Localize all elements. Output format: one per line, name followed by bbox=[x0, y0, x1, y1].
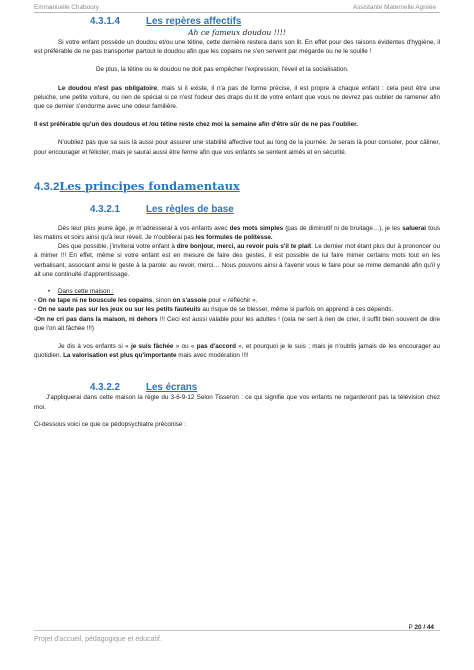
paragraph-preconisations: Ci-dessous voici ce que ce pédopsychiatre préconise : bbox=[34, 420, 186, 428]
page-content bbox=[34, 14, 440, 429]
paragraph-stabilite-affective: N'oubliez pas que sa suis là aussi pour assurer une stabilité affective tout au long de la journée. Je serais là pour consoler, pour câliner, pour encourager et féliciter, mais je saurai aussi être ferme afin que vos enfants se sentent aimés et en sécurité. bbox=[34, 139, 440, 156]
paragraph-mots-simples bbox=[34, 224, 440, 242]
text-part: », et pourquoi je le suis ; mais je n'oublis jamais de les encourager au quotidien. bbox=[34, 343, 441, 360]
bold-part: dire bonjour, merci, au revoir puis s'il te plait bbox=[176, 243, 312, 251]
bold-part: on s'assoie bbox=[172, 297, 207, 305]
text-part: pour « réfléchir ». bbox=[206, 297, 258, 305]
heading-number: 4.3.2 bbox=[34, 180, 60, 193]
text-part: au risque de se blesser, même si parfois on apprend à ces dépends. bbox=[200, 306, 394, 314]
bold-part: les formules de politesse. bbox=[195, 234, 273, 242]
bold-part: pas d'accord bbox=[196, 343, 236, 351]
bold-part: saluerai bbox=[402, 224, 427, 232]
header-role: Assistante Maternelle Agréée bbox=[352, 4, 436, 11]
text-part: mais avec modération !!!! bbox=[176, 352, 249, 360]
paragraph-politesse bbox=[34, 242, 440, 279]
heading-les-ecrans bbox=[90, 382, 440, 393]
text-part: Je dis à vos enfants si « bbox=[58, 343, 131, 351]
paragraph-doudou-hygiene: Si votre enfant possède un doudou et/ou une tétine, cette dernière restera dans son lit. En effet pour des raisons évidentes d'hygiène, il est préférable de ne pas transporter partout le doudou afin que les copains ne s'en servent par mégarde ou ne le souille ! bbox=[34, 39, 440, 56]
bold-doudou-rule: Il est préférable qu'un des doudous et /ou tétine reste chez moi la semaine afin d'être sûr de ne pas l'oublier. bbox=[34, 121, 358, 129]
heading-title: Les règles de base bbox=[146, 203, 234, 215]
text-part: (pas de diminutif ni de bruitage…), je les bbox=[283, 224, 403, 232]
rule-ne-tape-pas bbox=[34, 296, 440, 305]
bold-part: - On ne saute pas sur les jeux ou sur les petits fauteuils bbox=[34, 306, 201, 314]
doudou-quote: Ah ce fameux doudou !!!! bbox=[188, 28, 286, 37]
text-part: Dès que possible, j'inviterai votre enfant à bbox=[58, 243, 177, 251]
text-part: » ou « bbox=[173, 343, 197, 351]
footer-text: Projet d'accueil, pédagogique et éducatif. bbox=[34, 636, 162, 643]
rule-ne-cri-pas bbox=[34, 315, 440, 333]
bold-doudou-optional: Le doudou n'est pas obligatoire bbox=[58, 84, 157, 92]
heading-title: Les écrans bbox=[146, 382, 198, 394]
text-part: Dès leur plus jeune âge, je m'adresserai à vos enfants avec bbox=[58, 224, 230, 232]
text-part: tous les matins et soirs ainsi qu'à leur réveil. Je n'oublierai pas bbox=[34, 224, 440, 242]
header-divider bbox=[34, 12, 440, 13]
bold-part: des mots simples bbox=[229, 224, 284, 232]
page-label: P bbox=[408, 624, 413, 631]
page-total: / 44 bbox=[423, 624, 434, 631]
bullet-label: Dans cette maison : bbox=[58, 288, 114, 296]
text-doudou-optional: , mais si il existe, il n'a pas de forme précise, il est propre à chaque enfant : cela peut être une peluche, une petite voiture, ou rien de spécial si ce n'est l'odeur des draps du lit de votre enfant que vous ne devrez pas oublier de ramener afin que ce dernier s'endorme avec une odeur familière. bbox=[34, 84, 440, 111]
paragraph-doudou-rule bbox=[34, 120, 440, 129]
bold-part: - On ne tape ni ne bouscule les copains bbox=[34, 297, 153, 305]
page-current: 20 bbox=[414, 624, 422, 631]
paragraph-valorisation bbox=[34, 342, 440, 360]
bold-part: La valorisation est plus qu'importante bbox=[63, 352, 177, 360]
heading-reperes-affectifs bbox=[90, 16, 440, 27]
text-part: !!! Ceci est aussi valable pour les adultes ! (cela ne sert à rien de crier, il suffit bien souvent de dire que l'on ait fâchée !!!) bbox=[34, 315, 440, 332]
text-part: . Le dernier mot étant plus dur à prononcer ou à mimer !!! En effet, même si votre enfant est en mesure de faire des gestes, il est possible de lui faire mimer certains mots tout en les verbalisant, associant ainsi le geste à la parole: au revoir, merci… Nous pouvons ainsi à l'avenir vous le faire pour se mime demandé afin qu'il y ait une continuité d'apprentissage. bbox=[34, 243, 440, 278]
heading-number: 4.3.2.2 bbox=[90, 382, 120, 394]
rule-ne-saute-pas bbox=[34, 305, 440, 314]
paragraph-regle-3-6-9-12: J'appliquerai dans cette maison la règle du 3-6-9-12 Selon Tisseron : ce qui signifie que vos enfants ne regarderont pas la télévision chez moi. bbox=[34, 394, 440, 411]
text-part: , sinon bbox=[152, 297, 173, 305]
paragraph-doudou-optional bbox=[34, 84, 440, 112]
heading-number: 4.3.2.1 bbox=[90, 203, 120, 215]
paragraph-doudou-socialisation: De plus, la tétine ou le doudou ne doit pas empêcher l'expression, l'éveil et la socialisation. bbox=[96, 66, 349, 74]
heading-title: Les principes fondamentaux bbox=[59, 178, 240, 193]
footer-divider bbox=[34, 630, 440, 631]
heading-regles-de-base bbox=[90, 204, 440, 215]
heading-title: Les repères affectifs bbox=[146, 16, 242, 27]
bullet-dans-cette-maison bbox=[34, 287, 440, 296]
heading-principes-fondamentaux bbox=[34, 179, 440, 193]
header-author: Emmanuelle Chaboury bbox=[34, 4, 100, 11]
bold-part: je suis fâchée bbox=[130, 343, 174, 351]
heading-number: 4.3.1.4 bbox=[90, 16, 120, 27]
bold-part: -On ne cri pas dans la maison, ni dehors bbox=[34, 315, 158, 323]
